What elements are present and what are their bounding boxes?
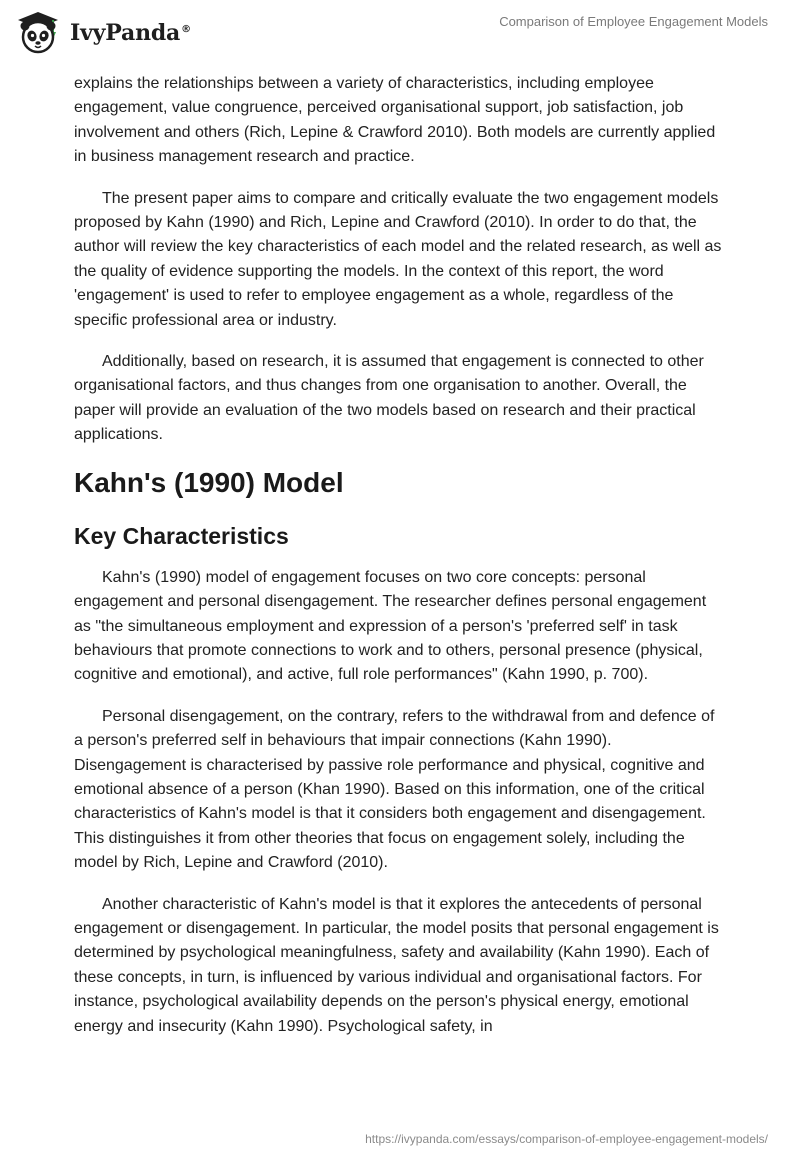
logo-wordmark (70, 20, 191, 46)
paragraph: explains the relationships between a variety of characteristics, including employee engagement, value congruence, perceived organisational support, job satisfaction, job involvement and others (Rich, Lepine & Crawford 2010). Both models are currently applied in business management research and practice. (74, 75, 716, 166)
paragraph: Additionally, based on research, it is assumed that engagement is connected to other organisational factors, and thus changes from one organisation to another. Overall, the paper will provide an evaluation of the two models based on research and their practical applications. (74, 353, 704, 444)
paragraph: Kahn's (1990) model of engagement focuses on two core concepts: personal engagement and personal disengagement. The researcher defines personal engagement as "the simultaneous employment and expression of a person's 'preferred self' in task behaviours that promote connections to work and to others, personal presence (physical, cognitive and emotional), and active, full role performances" (Kahn 1990, p. 700). (74, 568, 707, 684)
ivypanda-logo[interactable] (14, 8, 274, 58)
paragraph: Personal disengagement, on the contrary, refers to the withdrawal from and defence of a person's preferred self in behaviours that impair connections (Kahn 1990). Disengagement is characterised by passive role performance and physical, cognitive and emotional absence of a person (Khan 1990). Based on this information, one of the critical characteristics of Kahn's model is that it considers both engagement and disengagement. This distinguishes it from other theories that focus on engagement solely, including the model by Rich, Lepine and Crawford (2010). (74, 707, 715, 872)
page-header (0, 0, 800, 70)
source-url[interactable]: https://ivypanda.com/essays/comparison-of-employee-engagement-models/ (365, 1132, 768, 1146)
paragraph: Another characteristic of Kahn's model is that it explores the antecedents of personal engagement or disengagement. In particular, the model posits that personal engagement is determined by psychological meaningfulness, safety and availability (Kahn 1990). Each of these concepts, in turn, is influenced by various individual and organisational factors. For instance, psychological availability depends on the person's physical energy, emotional energy and insecurity (Kahn 1990). Psychological safety, in (74, 895, 719, 1035)
logo-text: IvyPanda (70, 20, 181, 46)
panda-logo-icon (14, 9, 62, 57)
document-title: Comparison of Employee Engagement Models (499, 14, 768, 29)
article-body (74, 72, 724, 1056)
registered-mark: ® (181, 23, 191, 35)
paragraph: The present paper aims to compare and critically evaluate the two engagement models proposed by Kahn (1990) and Rich, Lepine and Crawford (2010). In order to do that, the author will review the key characteristics of each model and the related research, as well as the quality of evidence supporting the models. In the context of this report, the word 'engagement' is used to refer to employee engagement as a whole, regardless of the specific professional area or industry. (74, 189, 722, 329)
subsection-heading: Key Characteristics (74, 522, 289, 549)
section-heading: Kahn's (1990) Model (74, 466, 344, 498)
